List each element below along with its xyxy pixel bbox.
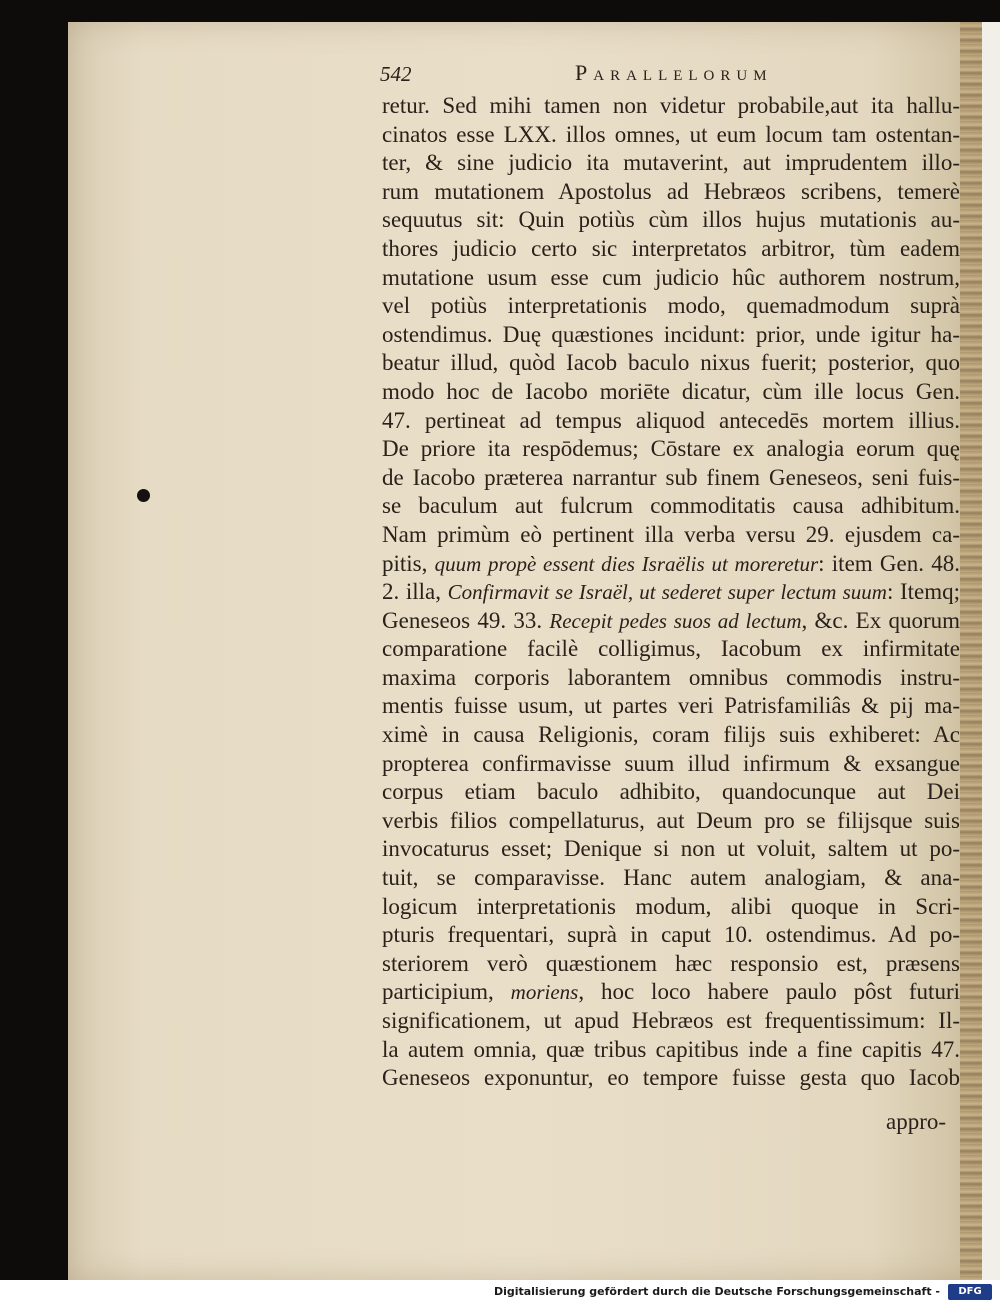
text-lines-2 [382,635,960,950]
text-line: thores judicio certo sic interpretatos arbitror, tùm eadem [382,235,960,261]
text-line: se baculum aut fulcrum commoditatis causa adhibitum. [382,493,960,519]
text-segment: 2. illa, [382,579,448,605]
text-segment: : Itemq; [886,579,960,605]
text-line: beatur illud, quòd Iacob baculo nixus fuerit; posterior, quo [382,350,960,376]
text-line-with-quote [382,607,960,636]
scripture-quote: Confirmavit se Israël, ut sederet super lectum suum [447,580,887,605]
text-line-with-quote [382,550,960,579]
funding-credit: Digitalisierung gefördert durch die Deutsche Forschungsgemeinschaft - [493,1285,940,1298]
text-line: comparatione facilè colligimus, Iacobum ex infirmitate [382,636,960,662]
text-line: de Iacobo præterea narrantur sub finem Geneseos, seni fuis- [382,464,960,490]
digitization-footer [0,1280,1000,1305]
page-number: 542 [380,62,412,86]
text-line: maxima corporis laborantem omnibus commodis instru- [382,664,960,690]
text-line: pturis frequentari, suprà in caput 10. ostendimus. Ad po- [382,922,960,948]
scripture-quote: Recepit pedes suos ad lectum [549,608,802,633]
text-line: propterea confirmavisse suum illud infirmum & exsangue [382,750,960,776]
text-segment: pitis, [382,550,435,576]
text-line-with-quote [382,578,960,607]
text-line: vel potiùs interpretationis modo, quemadmodum suprà [382,293,960,319]
text-line: Nam primùm eò pertinent illa verba versu 29. ejusdem ca- [382,521,960,547]
text-line: Geneseos exponuntur, eo tempore fuisse gesta quo Iacob [382,1065,960,1091]
catchword: appro- [886,1109,947,1134]
page-edge [960,22,982,1280]
page-header [380,58,840,88]
text-line: De priore ita respōdemus; Cōstare ex analogia eorum quę [382,436,960,462]
text-line: verbis filios compellaturus, aut Deum pro se filijsque suis [382,807,960,833]
text-line: steriorem verò quæstionem hæc responsio est, præsens [382,950,960,976]
running-title: Parallelorum [575,60,773,85]
text-line: sequutus sit: Quin potiùs cùm illos hujus mutationis au- [382,207,960,233]
scan-border [982,22,1000,1280]
italic-word: moriens [510,980,579,1005]
text-segment: , &c. Ex quorum [801,607,960,633]
text-line: ter, & sine judicio ita mutaverint, aut imprudentem illo- [382,150,960,176]
text-line: retur. Sed mihi tamen non videtur probabile,aut ita hallu- [382,93,960,118]
scripture-quote: quum propè essent dies Israëlis ut moreretur [434,551,819,576]
text-lines-3 [382,1007,960,1093]
dfg-logo-icon[interactable]: DFG [948,1284,992,1300]
text-segment: , hoc loco habere paulo pôst futuri [578,979,960,1005]
text-line: cinatos esse LXX. illos omnes, ut eum locum tam ostentan- [382,121,960,147]
text-line: la autem omnia, quæ tribus capitibus inde a fine capitis 47. [382,1036,960,1062]
text-segment: : item Gen. 48. [818,550,960,576]
text-line-with-word [382,978,960,1007]
text-line: rum mutationem Apostolus ad Hebræos scribens, temerè [382,178,960,204]
ink-spot [137,489,150,502]
text-line: logicum interpretationis modum, alibi quoque in Scri- [382,893,960,919]
text-lines-1 [382,92,960,550]
text-line: significationem, ut apud Hebræos est frequentissimum: Il- [382,1008,960,1033]
text-line: mentis fuisse usum, ut partes veri Patrisfamiliâs & pij ma- [382,693,960,719]
text-line: ostendimus. Duę quæstiones incidunt: prior, unde igitur ha- [382,321,960,347]
text-segment: Geneseos 49. 33. [382,607,550,633]
text-segment: participium, [382,979,511,1005]
text-line: modo hoc de Iacobo moriēte dicatur, cùm ille locus Gen. [382,378,960,404]
text-line: tuit, se comparavisse. Hanc autem analogiam, & ana- [382,865,960,891]
text-line: invocaturus esset; Denique si non ut voluit, saltem ut po- [382,836,960,862]
text-line: 47. pertineat ad tempus aliquod antecedēs mortem illius. [382,407,960,433]
body-text [382,92,960,1093]
text-line: corpus etiam baculo adhibito, quandocunque aut Dei [382,779,960,805]
text-line: ximè in causa Religionis, coram filijs suis exhiberet: Ac [382,722,960,748]
text-line: mutatione usum esse cum judicio hûc authorem nostrum, [382,264,960,290]
